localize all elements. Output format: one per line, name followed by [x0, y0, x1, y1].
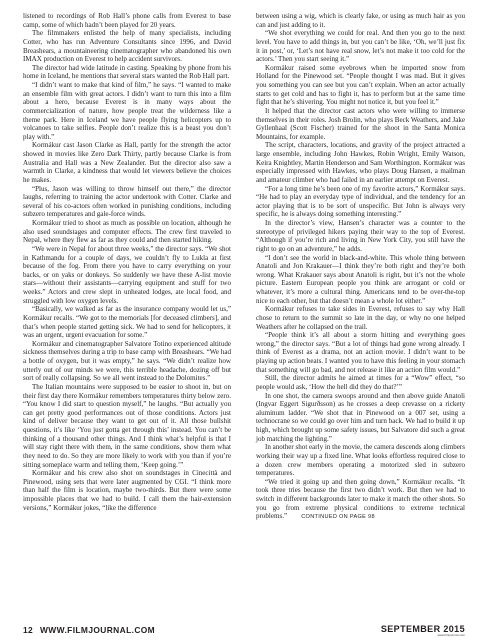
site-tag: www.filmjournal.com: [437, 634, 465, 637]
paragraph: In one shot, the camera swoops around and then above guide Anatoli (Ingvar Eggert Sigurðsson) as he crosses a deep crevasse on a rickety aluminum ladder. “We shot that in Pinewood on a 007 set, using a technocrane so we could go over him and turn back. We had to build it up high, which brought up some safety issues, but Salvatore did such a great job matching the lighting.”: [256, 391, 465, 443]
paragraph: Kormákur cast Jason Clarke as Hall, partly for the strength the actor showed in movies like Zero Dark Thirty, partly because Clarke is from Australia and Hall was a New Zealander. But the director also saw a warmth in Clarke, a kindness that would let viewers believe the choices he makes.: [23, 141, 231, 184]
page-footer: [23, 625, 465, 637]
paragraph: The script, characters, locations, and gravity of the project attracted a large ensemble, including John Hawkes, Robin Wright, Emily Watson, Keira Knightley, Martin Henderson and Sam Worthington. Kormákur was especially impressed with Hawkes, who plays Doug Hansen, a mailman and amateur climber who had failed in an earlier attempt on Everest.: [256, 141, 465, 184]
paragraph: It helped that the director cast actors who were willing to immerse themselves in their roles. Josh Brolin, who plays Beck Weathers, and Jake Gyllenhaal (Scott Fischer) trained for the shoot in the Santa Monica Mountains, for example.: [256, 106, 465, 141]
paragraph: Kormákur and his crew also shot on soundstages in Cinecittà and Pinewood, using sets that were later augmented by CGI. “I think more than half the film is location, maybe two-thirds. But there were some impossible places that we had to build. I call them the hair-extension versions,” Kormákur jokes, “like the difference: [23, 469, 231, 512]
paragraph: The Italian mountains were supposed to be easier to shoot in, but on their first day there Kormákur remembers temperatures thirty below zero. “You know I did start to question myself,” he laughs. “But actually you can get pretty good performances out of those conditions. Actors just kind of deliver because they want to get out of it. All those bullshit questions, it’s like ‘You just gotta get through this’ instead. You can’t be thinking of a thousand other things. And I think what’s helpful is that I will stay right there with them, in the same conditions, show them what they need to do. So they are more likely to work with you than if you’re sitting someplace warm and telling them, ‘Keep going.’”: [23, 382, 231, 469]
issue-date: SEPTEMBER 2015: [380, 624, 465, 634]
paragraph: “I don’t see the world in black-and-white. This whole thing between Anatoli and Jon Krakauer—I think they’re both right and they’re both wrong. What Krakauer says about Anatoli is right, but it’s not the whole picture. Eastern European people you think are arrogant or cold or whatever, it’s more a cultural thing. Americans tend to be over-the-top nice to each other, but that doesn’t mean a whole lot either.”: [256, 253, 465, 305]
paragraph: “We tried it going up and then going down,” Kormákur recalls. “It took three tries because the first two didn’t work. But then we had to switch in different backgrounds later to make it match the other shots. So you go from extreme physical conditions to extreme technical problems.” CONTINUED ON PAGE 98: [256, 477, 465, 521]
website-link[interactable]: WWW.FILMJOURNAL.COM: [40, 625, 156, 635]
paragraph: Kormákur raised some eyebrows when he imported snow from Holland for the Pinewood set. “People thought I was mad. But it gives you something you can see but you can’t explain. When an actor actually starts to get cold and has to fight it, has to perform but at the same time fight that he’s shivering. You might not notice it, but you feel it.”: [256, 63, 465, 107]
paragraph: In the director’s view, Hansen’s character was a counter to the stereotype of privileged hikers paying their way to the top of Everest. “Although if you’re rich and living in New York City, you still have the right to go on an adventure,” he adds.: [256, 219, 465, 253]
paragraph: In another shot early in the movie, the camera descends along climbers working their way up a fixed line. What looks effortless required close to a dozen crew members operating a motorized sled in subzero temperatures.: [256, 443, 465, 478]
article-right-column: [256, 12, 465, 522]
paragraph: “People think it’s all about a storm hitting and everything goes wrong,” the director says. “But a lot of things had gone wrong already. I think of Everest as a drama, not an action movie. I didn’t want to be playing up action beats. I wanted you to have this feeling in your stomach that something will go bad, and not release it like an action film would.”: [256, 331, 465, 374]
paragraph: “I didn’t want to make that kind of film,” he says. “I wanted to make an ensemble film with great actors. I didn’t want to turn this into a film about a hero, because Everest is in many ways about the commercialization of nature, how people treat the wilderness like a theme park. Here in Iceland we have people flying helicopters up to volcanoes to take selfies. People don’t realize this is a beast you don’t play with.”: [23, 81, 231, 141]
paragraph: “For a long time he’s been one of my favorite actors,” Kormákur says. “He had to play an everyday type of individual, and the tendency for an actor playing that is to be sort of unspecific. But John is always very specific, he is always doing something interesting.”: [256, 184, 465, 219]
paragraph: Kormákur refuses to take sides in Everest, refuses to say why Hall chose to return to the summit so late in the day, or why no one helped Weathers after he collapsed on the trail.: [256, 305, 465, 331]
paragraph: Still, the director admits he aimed at times for a “Wow” effect, “so people would ask, ‘How the hell did they do that?’”: [256, 374, 465, 391]
article-left-column: [23, 12, 231, 512]
paragraph: “Basically, we walked as far as the insurance company would let us,” Kormákur recalls. “We got to the memorials [for deceased climbers], and that’s when people started getting sick. We had to send for helicopters, it was an urgent, urgent evacuation for some.”: [23, 305, 231, 340]
paragraph: Kormákur and cinematographer Salvatore Totino experienced altitude sickness themselves during a trip to base camp with Breashears. “We had a bottle of oxygen, but it was empty,” he says. “We didn’t realize how utterly out of our minds we were, this terrible headache, dozing off but sort of really collapsing. So we all went instead to the Dolomites.”: [23, 339, 231, 383]
paragraph: The director had wide latitude in casting. Speaking by phone from his home in Iceland, he mentions that several stars wanted the Rob Hall part.: [23, 63, 231, 81]
paragraph: Kormákur tried to shoot as much as possible on location, although he also used soundstages and computer effects. The crew first traveled to Nepal, where they flew as far as they could and then started hiking.: [23, 219, 231, 245]
continued-on-label: CONTINUED ON PAGE 98: [301, 514, 375, 521]
paragraph: The filmmakers enlisted the help of many specialists, including Cotter, who has run Adventure Consultants since 1996, and David Breashears, a mountaineering cinematographer who abandoned his own IMAX production on Everest to help accident survivors.: [23, 29, 231, 64]
paragraph: “We were in Nepal for about three weeks,” the director says. “We shot in Kathmandu for a couple of days, we couldn’t fly to Lukla at first because of the fog. From there you have to carry everything on your backs, or on yaks or donkeys. So suddenly we have these A-list movie stars—without their assistants—carrying equipment and stuff for two weeks.” Actors and crew slept in unheated lodges, ate local food, and struggled with low oxygen levels.: [23, 244, 231, 305]
paragraph: listened to recordings of Rob Hall’s phone calls from Everest to base camp, some of which hadn’t been played for 20 years.: [23, 12, 231, 29]
paragraph: “Plus, Jason was willing to throw himself out there,” the director laughs, referring to training the actor undertook with Cotter. Clarke and several of his co-actors often worked in punishing conditions, including subzero temperatures and gale-force winds.: [23, 184, 231, 219]
page-number: 12: [23, 625, 34, 635]
paragraph: between using a wig, which is clearly fake, or using as much hair as you can and just adding to it.: [256, 12, 465, 29]
paragraph: “We shot everything we could for real. And then you go to the next level. You have to add things in, but you can’t be like, ‘Oh, we’ll just fix it in post,’ or, ‘Let’s not have real snow, let’s not make it too cold for the actors.’ Then you start seeing it.”: [256, 29, 465, 64]
